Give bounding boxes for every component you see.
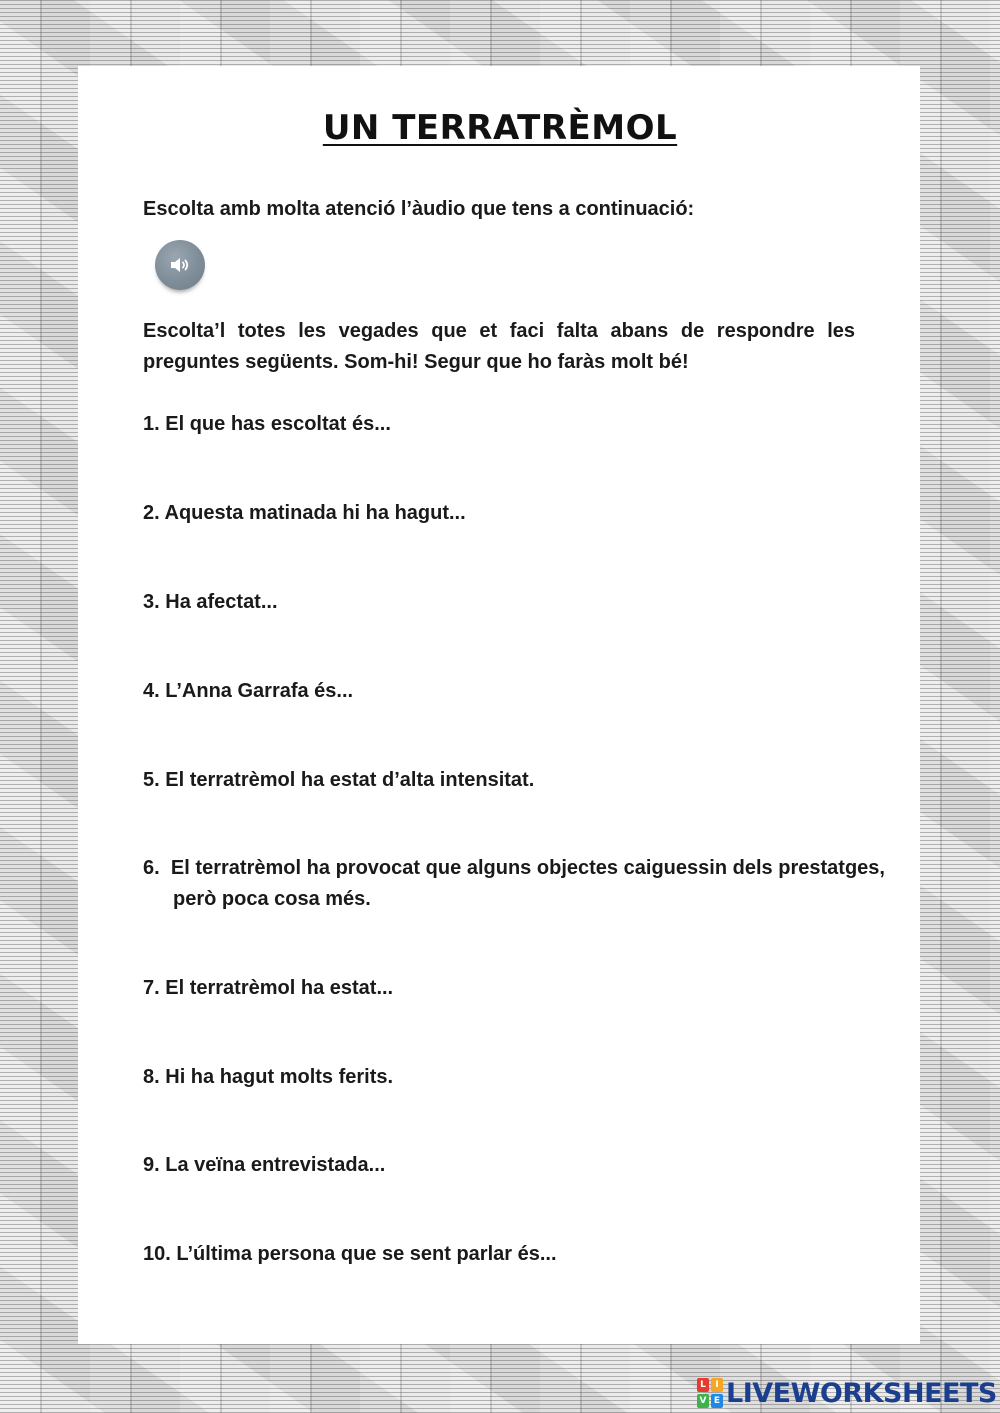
logo-mark-letter: E [711,1394,723,1408]
question-6 [143,853,885,915]
question-2 [143,498,855,529]
question-text: L’última persona que se sent parlar és... [176,1243,557,1265]
question-number: 1. [143,413,160,435]
question-number: 2. [143,502,160,524]
logo-mark [697,1378,723,1408]
question-number: 7. [143,977,160,999]
question-8 [143,1062,855,1093]
question-number: 8. [143,1066,160,1088]
question-3 [143,587,855,618]
question-number: 6. [143,857,160,879]
speaker-icon [168,253,192,277]
question-number: 5. [143,769,160,791]
logo-mark-letter: I [711,1378,723,1392]
question-1 [143,409,855,440]
question-text: La veïna entrevistada... [165,1154,386,1176]
question-4 [143,676,855,707]
question-text: Ha afectat... [165,591,278,613]
question-text: Hi ha hagut molts ferits. [165,1066,394,1088]
logo-mark-letter: L [697,1378,709,1392]
question-number: 4. [143,680,160,702]
question-5 [143,765,855,796]
question-9 [143,1150,855,1181]
question-text: El terratrèmol ha estat... [165,977,394,999]
question-number: 9. [143,1154,160,1176]
question-number: 3. [143,591,160,613]
question-number: 10. [143,1243,171,1265]
intro-text: Escolta amb molta atenció l’àudio que tens a continuació: [143,198,695,220]
audio-play-button[interactable] [155,240,205,290]
question-10 [143,1239,855,1270]
page-title: UN TERRATRÈMOL [322,108,678,148]
question-text: El terratrèmol ha estat d’alta intensitat. [165,769,535,791]
question-text: Aquesta matinada hi ha hagut... [164,502,466,524]
instructions-text: Escolta’l totes les vegades que et faci falta abans de respondre les preguntes següents. Som-hi! Segur que ho faràs molt bé! [143,320,855,373]
logo-text: LIVEWORKSHEETS [726,1377,997,1409]
question-text: L’Anna Garrafa és... [165,680,354,702]
liveworksheets-logo [697,1375,997,1411]
logo-mark-letter: V [697,1394,709,1408]
question-7 [143,973,855,1004]
question-text: El terratrèmol ha provocat que alguns objectes caiguessin dels prestatges, però poca cosa més. [170,857,885,910]
question-text: El que has escoltat és... [165,413,391,435]
